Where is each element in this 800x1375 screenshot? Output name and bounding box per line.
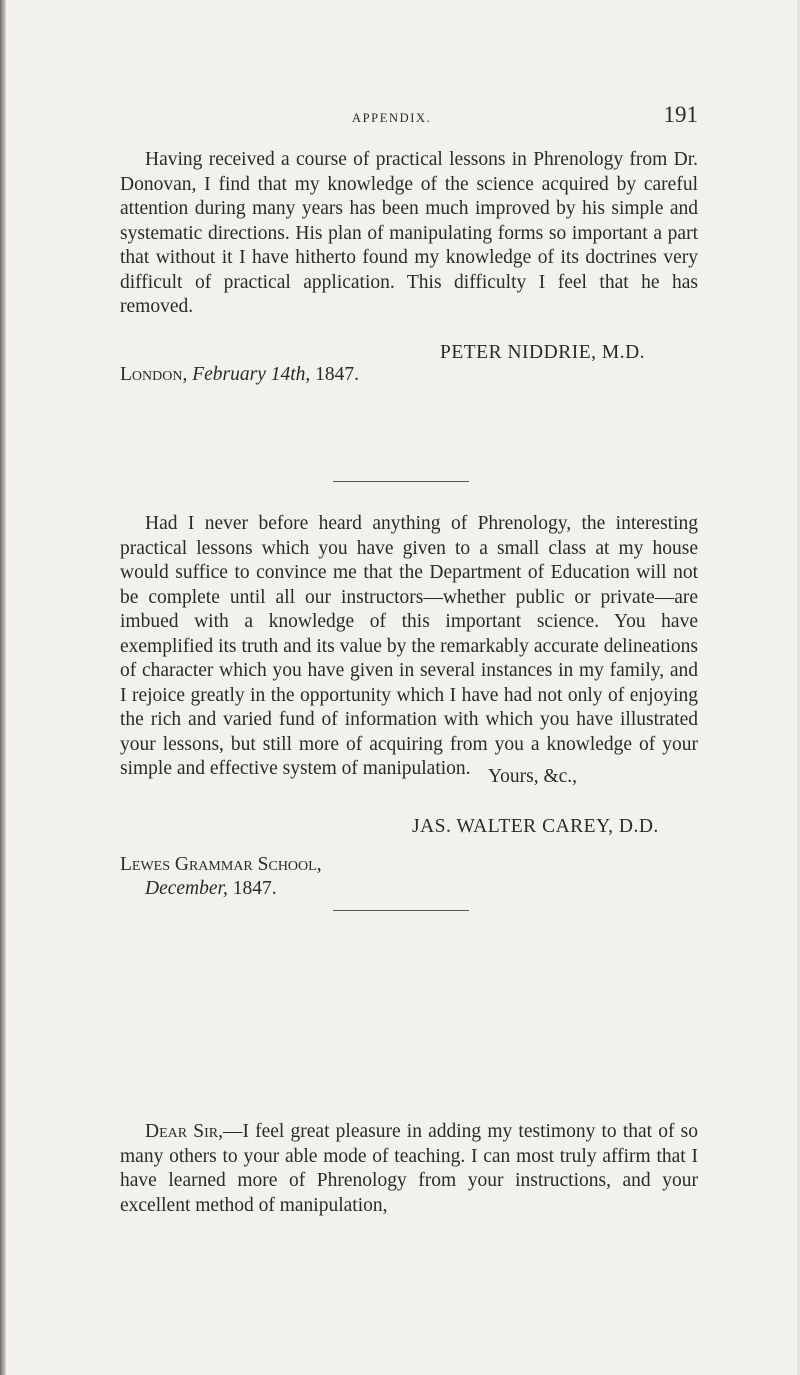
letter2-year: 1847.: [227, 878, 277, 899]
letter2-date: December,: [145, 878, 228, 899]
page-header: [120, 102, 698, 132]
letter3-body: [120, 1120, 698, 1218]
section-divider: [333, 910, 469, 911]
page-number: 191: [663, 102, 698, 127]
running-head: APPENDIX.: [352, 111, 432, 125]
letter1-place: London,: [120, 364, 188, 385]
letter3-salutation: Dear Sir,: [145, 1121, 223, 1142]
letter2-place: Lewes Grammar School,: [120, 854, 322, 875]
letter2-signature: JAS. WALTER CAREY, D.D.: [412, 816, 659, 837]
page-edge-left: [0, 0, 6, 1375]
letter3-text: —I feel great pleasure in adding my testimony to that of so many others to your able mode of teaching. I can most truly affirm that I have learned more of Phrenology from your instructions, and your excellent method of manipulation,: [120, 1121, 698, 1216]
letter1-date: February 14th,: [192, 364, 311, 385]
letter1-signature: PETER NIDDRIE, M.D.: [440, 342, 646, 363]
letter2-body: Had I never before heard anything of Phrenology, the interesting practical lessons which you have given to a small class at my house would suffice to convince me that the Department of Education will not be complete until all our instructors—whether public or private—are imbued with a knowledge of this important science. You have exemplified its truth and its value by the remarkably accurate delineations of character which you have given in several instances in my family, and I rejoice greatly in the opportunity which I have had not only of enjoying the rich and varied fund of information with which you have illustrated your lessons, but still more of acquiring from you a knowledge of your simple and effective system of manipulation.: [120, 513, 698, 779]
section-divider: [333, 481, 469, 482]
letter2-date-line: [145, 877, 277, 901]
letter2-closing: Yours, &c.,: [488, 766, 578, 787]
letter1-place-date: [120, 363, 359, 387]
letter1-year: 1847.: [310, 364, 360, 385]
letter1-body: Having received a course of practical lessons in Phrenology from Dr. Donovan, I find that my knowledge of the science acquired by careful attention during many years has been much improved by his simple and systematic directions. His plan of manipulating forms so important a part that without it I have hitherto found my knowledge of its doctrines very difficult of practical application. This difficulty I feel that he has removed.: [120, 149, 698, 317]
